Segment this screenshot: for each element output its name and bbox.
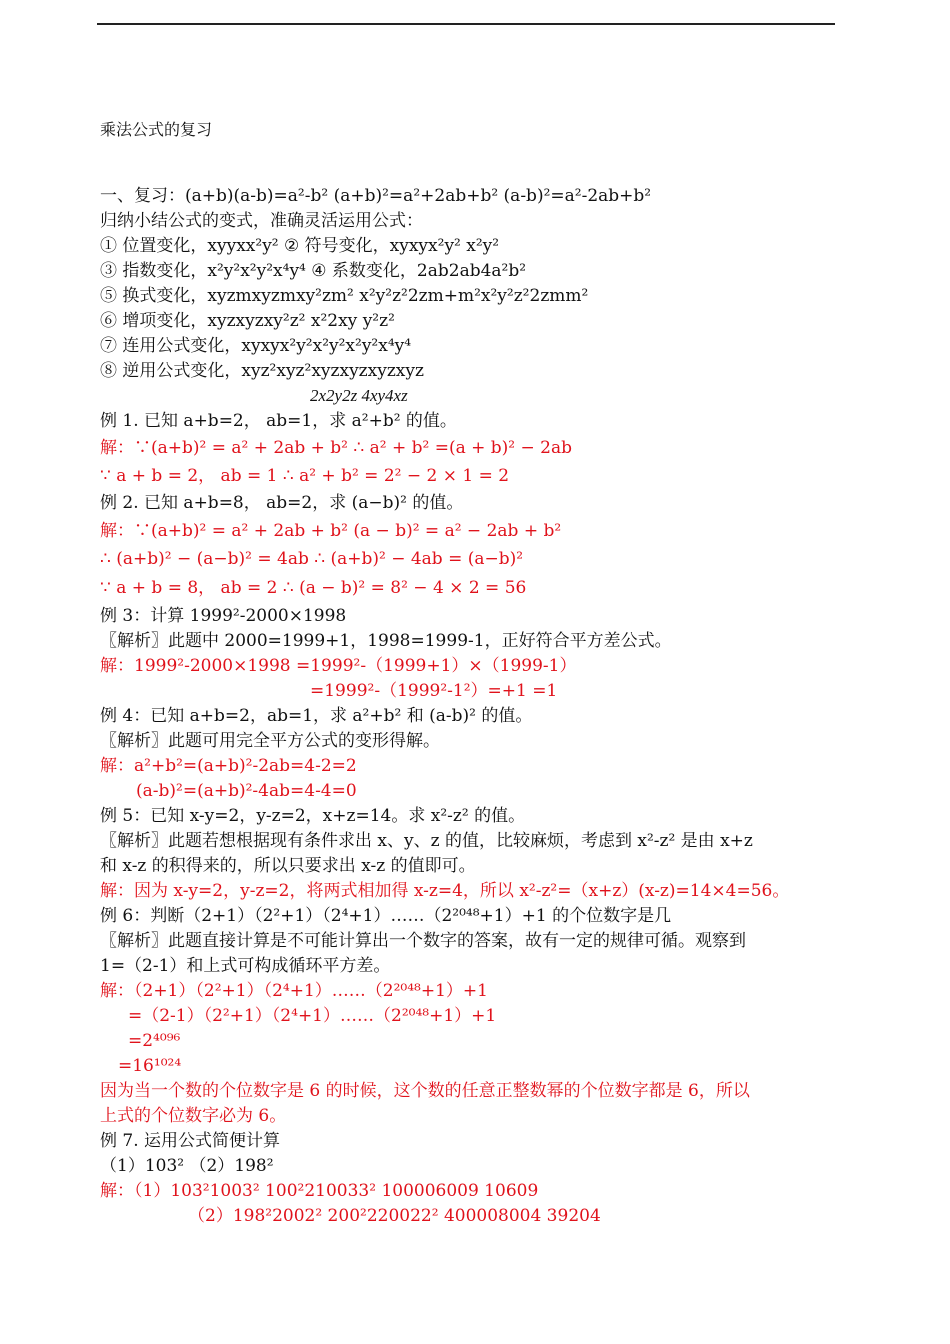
example-4-analysis: 〖解析〗此题可用完全平方公式的变形得解。 xyxy=(100,731,440,751)
example-3-solution-2: =1999²-（1999²-1²）=+1 =1 xyxy=(310,681,558,701)
example-1-solution-1: 解：∵(a+b)² = a² + 2ab + b² ∴ a² + b² =(a + b)² − 2ab xyxy=(100,438,572,458)
example-7-parts: （1）103² （2）198² xyxy=(100,1156,274,1176)
variant-3: ③ 指数变化，x²y²x²y²x⁴y⁴ ④ 系数变化，2ab2ab4a²b² xyxy=(100,261,527,281)
example-1-solution-2: ∵ a + b = 2， ab = 1 ∴ a² + b² = 2² − 2 × 1 = 2 xyxy=(100,466,510,486)
header-rule xyxy=(97,23,835,25)
example-6-conclusion-1: 因为当一个数的个位数字是 6 的时候，这个数的任意正整数幂的个位数字都是 6，所以 xyxy=(100,1081,750,1101)
example-6-analysis-2: 1=（2-1）和上式可构成循环平方差。 xyxy=(100,956,391,976)
example-6-question: 例 6：判断（2+1）（2²+1）（2⁴+1）……（2²⁰⁴⁸+1）+1 的个位数字是几 xyxy=(100,906,672,926)
example-5-analysis-2: 和 x-z 的积得来的，所以只要求出 x-z 的值即可。 xyxy=(100,856,476,876)
variant-8-cont: 2x2y2z 4xy4xz xyxy=(310,386,408,405)
review-formulas: 一、复习：(a+b)(a-b)=a²-b² (a+b)²=a²+2ab+b² (a-b)²=a²-2ab+b² xyxy=(100,186,652,206)
example-3-question: 例 3：计算 1999²-2000×1998 xyxy=(100,606,347,626)
example-6-analysis-1: 〖解析〗此题直接计算是不可能计算出一个数字的答案，故有一定的规律可循。观察到 xyxy=(100,931,746,951)
example-6-solution-4: =16¹⁰²⁴ xyxy=(118,1056,182,1076)
example-3-solution-1: 解：1999²-2000×1998 =1999²-（1999+1）×（1999-1） xyxy=(100,656,577,676)
example-6-solution-2: =（2-1）（2²+1）（2⁴+1）……（2²⁰⁴⁸+1）+1 xyxy=(128,1006,497,1026)
variant-7: ⑦ 连用公式变化，xyxyx²y²x²y²x²y²x⁴y⁴ xyxy=(100,336,412,356)
summary-heading: 归纳小结公式的变式，准确灵活运用公式： xyxy=(100,211,423,231)
example-2-solution-1: 解：∵(a+b)² = a² + 2ab + b² (a − b)² = a² − 2ab + b² xyxy=(100,521,562,541)
example-6-solution-3: =2⁴⁰⁹⁶ xyxy=(128,1031,181,1051)
example-4-question: 例 4：已知 a+b=2，ab=1，求 a²+b² 和 (a-b)² 的值。 xyxy=(100,706,533,726)
example-5-question: 例 5：已知 x-y=2，y-z=2，x+z=14。求 x²-z² 的值。 xyxy=(100,806,526,826)
example-4-solution-2: (a-b)²=(a+b)²-4ab=4-4=0 xyxy=(136,781,357,801)
example-5-solution: 解：因为 x-y=2，y-z=2，将两式相加得 x-z=4，所以 x²-z²=（x+z）(x-z)=14×4=56。 xyxy=(100,881,790,901)
example-5-analysis-1: 〖解析〗此题若想根据现有条件求出 x、y、z 的值，比较麻烦，考虑到 x²-z² 是由 x+z xyxy=(100,831,753,851)
variant-5: ⑤ 换式变化，xyzmxyzmxy²zm² x²y²z²2zm+m²x²y²z²2zmm² xyxy=(100,286,589,306)
variant-1: ① 位置变化，xyyxx²y² ② 符号变化，xyxyx²y² x²y² xyxy=(100,236,500,256)
example-2-solution-2: ∴ (a+b)² − (a−b)² = 4ab ∴ (a+b)² − 4ab = (a−b)² xyxy=(100,549,524,569)
example-7-question: 例 7. 运用公式简便计算 xyxy=(100,1131,281,1151)
example-6-solution-1: 解：（2+1）（2²+1）（2⁴+1）……（2²⁰⁴⁸+1）+1 xyxy=(100,981,488,1001)
example-4-solution-1: 解：a²+b²=(a+b)²-2ab=4-2=2 xyxy=(100,756,357,776)
variant-6: ⑥ 增项变化，xyzxyzxy²z² x²2xy y²z² xyxy=(100,311,395,331)
example-3-analysis: 〖解析〗此题中 2000=1999+1，1998=1999-1，正好符合平方差公式。 xyxy=(100,631,672,651)
page-title: 乘法公式的复习 xyxy=(100,120,213,139)
example-6-conclusion-2: 上式的个位数字必为 6。 xyxy=(100,1106,287,1126)
example-7-solution-2: （2）198²2002² 200²220022² 400008004 39204 xyxy=(188,1206,601,1226)
example-2-question: 例 2. 已知 a+b=8， ab=2，求 (a−b)² 的值。 xyxy=(100,493,464,513)
example-2-solution-3: ∵ a + b = 8， ab = 2 ∴ (a − b)² = 8² − 4 × 2 = 56 xyxy=(100,578,527,598)
example-7-solution-1: 解：（1）103²1003² 100²210033² 100006009 10609 xyxy=(100,1181,539,1201)
example-1-question: 例 1. 已知 a+b=2， ab=1，求 a²+b² 的值。 xyxy=(100,411,457,431)
variant-8: ⑧ 逆用公式变化，xyz²xyz²xyzxyzxyzxyz xyxy=(100,361,424,381)
